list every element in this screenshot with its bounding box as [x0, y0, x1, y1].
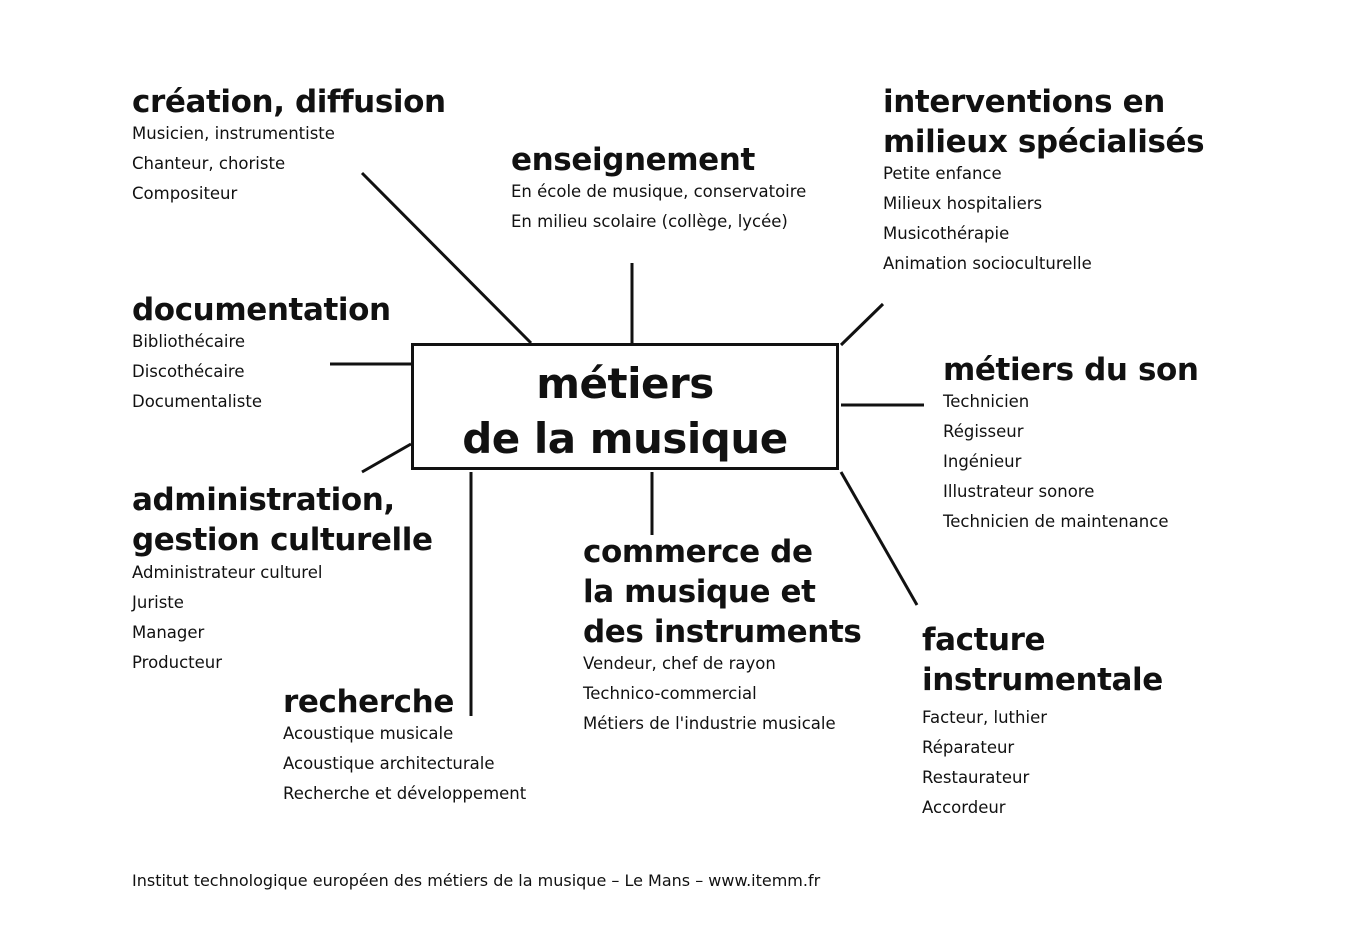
job-item: Producteur — [132, 653, 223, 672]
center-title — [414, 346, 836, 466]
category-title-line: facture — [922, 622, 1046, 658]
job-item: En école de musique, conservatoire — [511, 182, 807, 201]
job-item: Réparateur — [922, 738, 1015, 757]
job-item: Accordeur — [922, 798, 1006, 817]
job-list — [883, 159, 1204, 279]
center-node — [411, 343, 839, 470]
job-list — [132, 558, 433, 678]
category-title — [883, 82, 1204, 162]
category-title — [132, 290, 391, 330]
job-item: Milieux hospitaliers — [883, 194, 1043, 213]
connector-interventions — [841, 304, 883, 345]
job-item: Juriste — [132, 593, 184, 612]
job-item: Musicothérapie — [883, 224, 1010, 243]
category-interventions — [883, 82, 1204, 279]
category-documentation — [132, 290, 391, 417]
job-list — [132, 119, 446, 209]
category-title-line: la musique et — [583, 574, 816, 610]
category-title — [943, 350, 1199, 390]
job-item: Animation socioculturelle — [883, 254, 1092, 273]
job-item: Acoustique musicale — [283, 724, 454, 743]
center-title-line: de la musique — [462, 414, 788, 463]
job-item: Recherche et développement — [283, 784, 527, 803]
category-title-line: enseignement — [511, 142, 755, 178]
category-title-line: gestion culturelle — [132, 522, 433, 558]
job-item: Compositeur — [132, 184, 238, 203]
job-list — [943, 387, 1199, 537]
category-title-line: création, diffusion — [132, 84, 446, 120]
job-item: Musicien, instrumentiste — [132, 124, 335, 143]
center-title-line: métiers — [536, 359, 714, 408]
job-item: Restaurateur — [922, 768, 1030, 787]
job-item: Technico-commercial — [583, 684, 757, 703]
job-item: Technicien — [943, 392, 1030, 411]
job-item: Métiers de l'industrie musicale — [583, 714, 836, 733]
job-item: Acoustique architecturale — [283, 754, 495, 773]
job-item: Illustrateur sonore — [943, 482, 1095, 501]
category-title-line: interventions en — [883, 84, 1165, 120]
category-title-line: administration, — [132, 482, 395, 518]
category-title — [132, 480, 433, 560]
job-list — [283, 719, 526, 809]
job-list — [583, 649, 861, 739]
category-administration — [132, 480, 433, 678]
category-enseignement — [511, 140, 806, 237]
category-commerce — [583, 532, 861, 739]
category-title — [283, 682, 526, 722]
job-item: Manager — [132, 623, 205, 642]
job-item: Technicien de maintenance — [943, 512, 1169, 531]
category-recherche — [283, 682, 526, 809]
job-list — [511, 177, 806, 237]
job-item: Vendeur, chef de rayon — [583, 654, 776, 673]
category-title — [583, 532, 861, 652]
job-list — [132, 327, 391, 417]
category-title-line: métiers du son — [943, 352, 1199, 388]
job-item: Documentaliste — [132, 392, 262, 411]
category-title-line: instrumentale — [922, 662, 1163, 698]
job-item: En milieu scolaire (collège, lycée) — [511, 212, 788, 231]
job-list — [922, 703, 1163, 823]
job-item: Facteur, luthier — [922, 708, 1047, 727]
job-item: Ingénieur — [943, 452, 1022, 471]
connector-administration — [362, 444, 411, 472]
job-item: Bibliothécaire — [132, 332, 246, 351]
footer-credit: Institut technologique européen des métiers de la musique – Le Mans – www.itemm.fr — [132, 871, 821, 890]
job-item: Chanteur, choriste — [132, 154, 286, 173]
job-item: Petite enfance — [883, 164, 1002, 183]
category-title-line: recherche — [283, 684, 454, 720]
category-title-line: commerce de — [583, 534, 813, 570]
job-item: Administrateur culturel — [132, 563, 323, 582]
category-title-line: des instruments — [583, 614, 862, 650]
job-item: Régisseur — [943, 422, 1024, 441]
category-creation — [132, 82, 446, 209]
category-facture — [922, 620, 1163, 823]
category-title-line: milieux spécialisés — [883, 124, 1205, 160]
category-son — [943, 350, 1199, 537]
category-title — [922, 620, 1163, 700]
category-title-line: documentation — [132, 292, 391, 328]
job-item: Discothécaire — [132, 362, 245, 381]
category-title — [511, 140, 806, 180]
category-title — [132, 82, 446, 122]
